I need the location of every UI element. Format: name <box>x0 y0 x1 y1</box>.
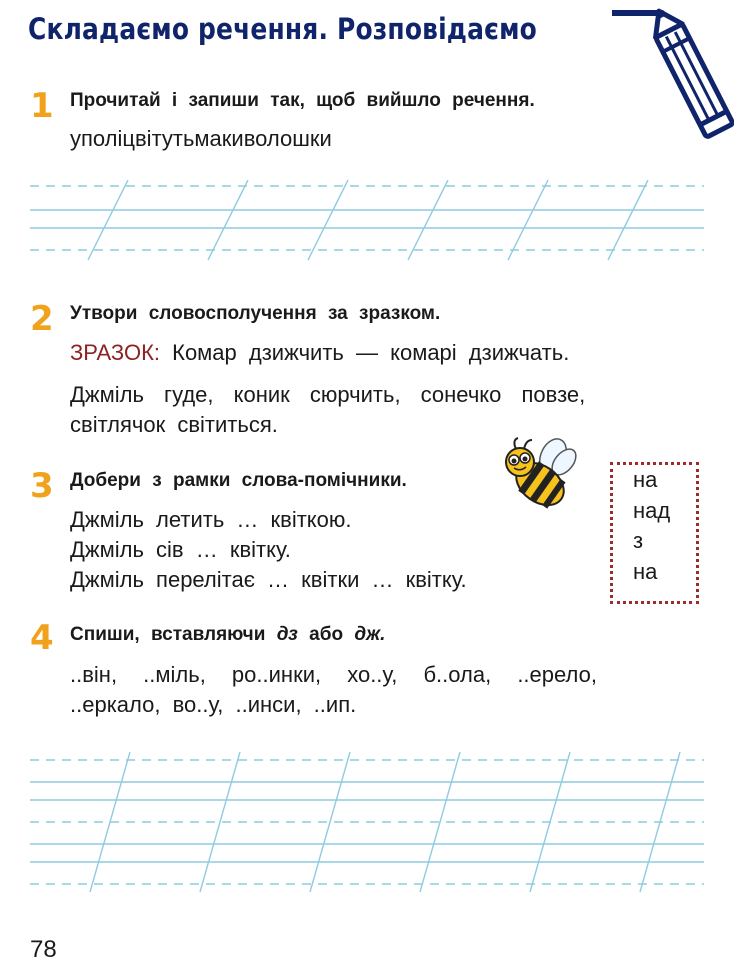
page-number: 78 <box>30 936 57 963</box>
task-3-instruction: Добери з рамки слова-помічники. <box>70 470 407 491</box>
instruction-or: або <box>309 624 344 645</box>
frame-word: над <box>633 497 671 523</box>
word-frame <box>610 462 699 604</box>
frame-word: на <box>633 558 658 584</box>
task-4-instruction <box>70 624 385 646</box>
task-2-instruction: Утвори словосполучення за зразком. <box>70 303 441 324</box>
sample-text: Комар дзижчить — комарі дзижчать. <box>172 340 570 365</box>
task-2-line-1: Джміль гуде, коник сюрчить, сонечко повзе, <box>70 382 586 407</box>
writing-lines-2 <box>0 752 734 892</box>
task-2-sample <box>70 340 569 366</box>
instruction-dz: дз <box>276 624 298 645</box>
page-title: Складаємо речення. Розповідаємо <box>28 12 537 46</box>
task-1-instruction: Прочитай і запиши так, щоб вийшло речення. <box>70 90 535 111</box>
task-1-text: уполіцвітутьмакиволошки <box>70 126 332 151</box>
sample-label: ЗРАЗОК: <box>70 340 160 365</box>
task-3-number: 3 <box>30 466 54 506</box>
task-2-number: 2 <box>30 299 54 339</box>
task-1-number: 1 <box>30 86 54 126</box>
task-3-line-3: Джміль перелітає … квітки … квітку. <box>70 567 467 592</box>
pencil-icon <box>612 6 734 166</box>
bee-icon <box>500 436 578 510</box>
task-4-line-2: ..еркало, во..у, ..инси, ..ип. <box>70 692 357 717</box>
task-3-line-1: Джміль летить … квіткою. <box>70 507 352 532</box>
instruction-text: Спиши, вставляючи <box>70 624 266 645</box>
task-2-line-2: світлячок світиться. <box>70 412 278 437</box>
instruction-dzh: дж. <box>354 624 386 645</box>
frame-word: з <box>633 528 644 553</box>
frame-word: на <box>633 467 658 492</box>
task-3-line-2: Джміль сів … квітку. <box>70 537 291 562</box>
task-4-number: 4 <box>30 618 54 658</box>
writing-lines-1 <box>0 180 734 265</box>
task-4-line-1: ..він, ..міль, ро..инки, хо..у, б..ола, ..ерело, <box>70 662 597 687</box>
